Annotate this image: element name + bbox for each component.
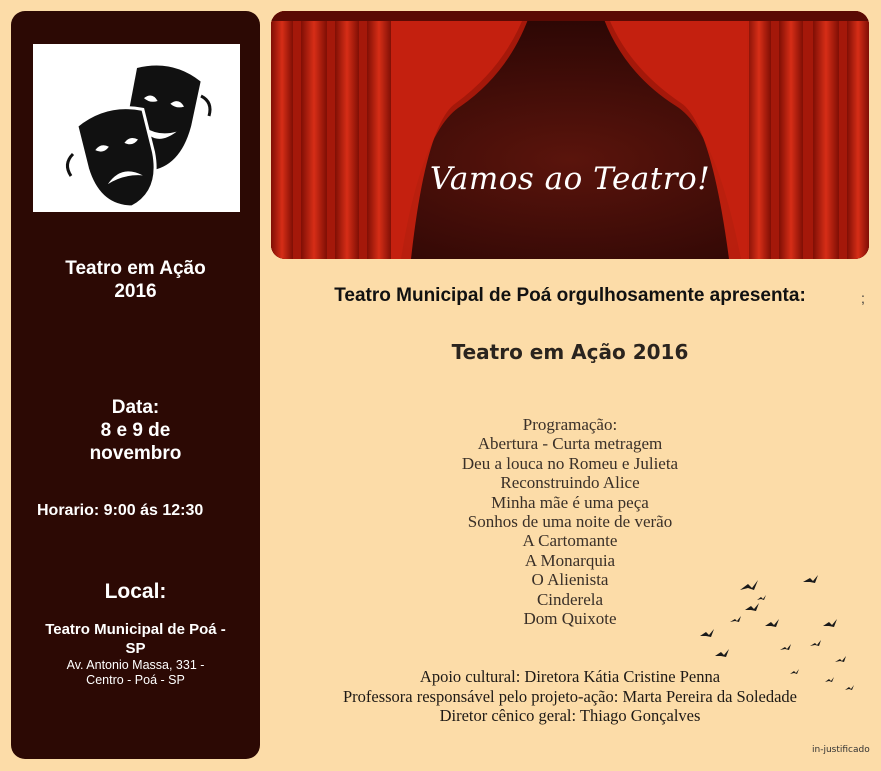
program-item: Abertura - Curta metragem [477,434,663,454]
credits [271,667,869,726]
curtain-banner [271,11,869,259]
presents-headline: Teatro Municipal de Poá orgulhosamente apresenta: [334,285,806,306]
program-item: A Cartomante [522,531,618,551]
program-item: Deu a louca no Romeu e Julieta [461,453,679,473]
event-title-line1: Teatro em Ação [65,258,206,279]
local-label: Local: [104,580,167,603]
program-item: O Alienista [531,570,609,590]
date-line1: 8 e 9 de [100,420,171,441]
credit-line: Professora responsável pelo projeto-ação: Marta Pereira da Soledade [342,686,798,706]
program-item: Sonhos de uma noite de verão [467,512,673,532]
theater-masks-icon [33,44,240,212]
stray-mark: ; [861,290,865,306]
date-label: Data: [111,397,160,418]
credit-line: Diretor cênico geral: Thiago Gonçalves [439,706,701,725]
program-item: Dom Quixote [523,609,617,629]
program-item: A Monarquia [524,550,616,570]
program-item: Reconstruindo Alice [500,473,640,493]
event-title: Teatro em Ação 2016 [451,340,689,364]
theater-masks-logo [33,44,240,212]
event-date [11,396,260,465]
address-line1: Av. Antonio Massa, 331 - [66,658,205,672]
credit-line: Apoio cultural: Diretora Kátia Cristine Penna [419,667,721,686]
program-heading: Programação: [522,415,618,434]
venue-name [11,620,260,658]
program-item: Cinderela [536,589,604,609]
venue-line1: Teatro Municipal de Poá - [45,621,226,638]
stage-curtain-image [271,11,869,259]
venue-line2: SP [125,640,146,657]
address-line2: Centro - Poá - SP [86,673,185,687]
event-time: Horario: 9:00 ás 12:30 [37,502,204,519]
program-item: Minha mãe é uma peça [491,492,649,512]
event-title-line2: 2016 [114,281,157,302]
watermark: in-justificado [812,745,870,755]
sidebar [11,11,260,759]
venue-address [11,658,260,688]
banner-slogan: Vamos ao Teatro! [429,161,711,197]
date-line2: novembro [89,443,182,464]
event-title-sidebar [11,257,260,303]
